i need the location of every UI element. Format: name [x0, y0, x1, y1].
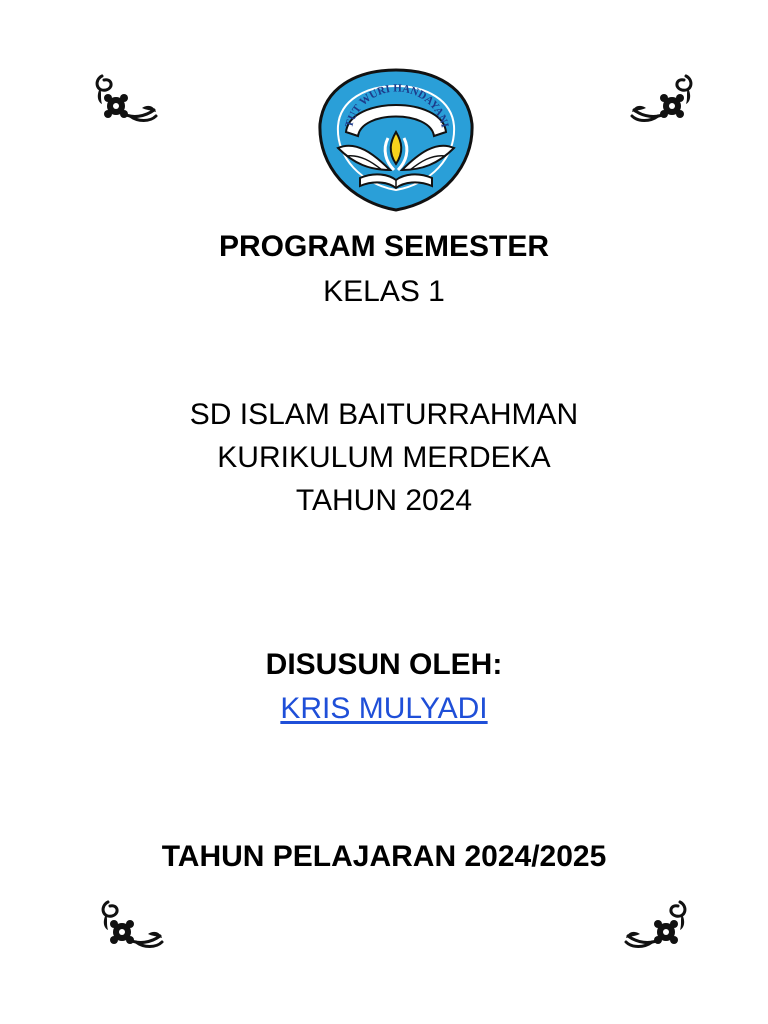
- logo-motto: TUT WURI HANDAYANI: [343, 82, 451, 129]
- academic-year: TAHUN PELAJARAN 2024/2025: [161, 840, 607, 873]
- floral-ornament-icon: [96, 892, 168, 956]
- tut-wuri-handayani-logo: [316, 66, 476, 214]
- document-year: TAHUN 2024: [295, 484, 473, 517]
- curriculum-name: KURIKULUM MERDEKA: [217, 441, 551, 474]
- floral-ornament-icon: [626, 66, 698, 130]
- floral-ornament-icon: [90, 66, 162, 130]
- school-name: SD ISLAM BAITURRAHMAN: [189, 398, 579, 431]
- class-label: KELAS 1: [323, 275, 445, 308]
- author-link[interactable]: KRIS MULYADI: [280, 692, 488, 725]
- author-line: [0, 692, 768, 726]
- floral-ornament-icon: [620, 892, 692, 956]
- document-title: PROGRAM SEMESTER: [218, 230, 550, 263]
- compiled-by-label: DISUSUN OLEH:: [265, 648, 503, 681]
